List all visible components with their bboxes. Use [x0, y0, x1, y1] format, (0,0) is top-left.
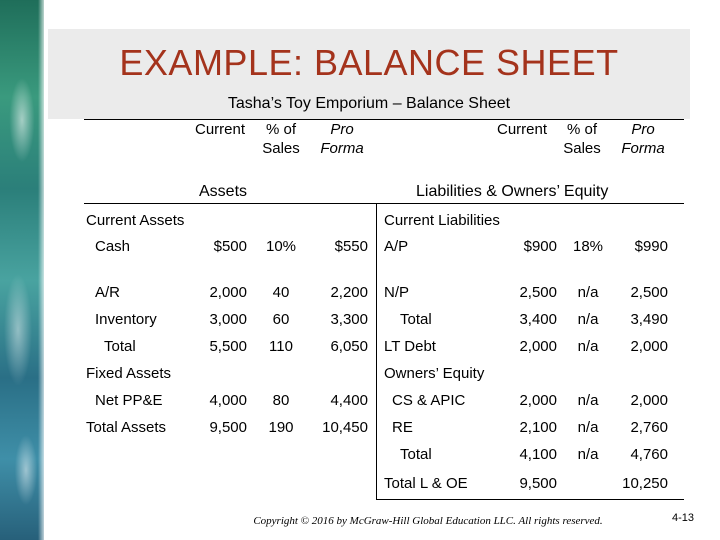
liability-pct: n/a — [577, 338, 599, 355]
header-pct-right-2: Sales — [563, 140, 601, 157]
liability-current: 9,500 — [519, 475, 557, 492]
asset-current: $500 — [213, 238, 247, 255]
top-rule — [84, 119, 684, 120]
asset-pro-forma: 2,200 — [330, 284, 368, 301]
asset-pro-forma: 4,400 — [330, 392, 368, 409]
asset-current: 2,000 — [209, 284, 247, 301]
liability-pro-forma: 2,000 — [630, 392, 668, 409]
assets-heading: Assets — [199, 183, 248, 200]
asset-pro-forma: 3,300 — [330, 311, 368, 328]
center-divider — [376, 203, 377, 499]
header-current-left: Current — [195, 121, 246, 138]
header-pct-left-1: % of — [265, 121, 296, 138]
current-assets-label: Current Assets — [86, 212, 185, 229]
asset-pro-forma: 10,450 — [322, 419, 368, 436]
liability-label: N/P — [384, 284, 410, 301]
liability-label: Total — [400, 446, 432, 463]
liability-label: Total — [400, 311, 432, 328]
liability-pro-forma: 2,760 — [630, 419, 668, 436]
copyright-notice: Copyright © 2016 by McGraw-Hill Global Education LLC. All rights reserved. — [253, 515, 603, 527]
asset-pct: 40 — [272, 284, 290, 301]
liability-pro-forma: 4,760 — [630, 446, 668, 463]
header-pro-right-1: Pro — [631, 121, 655, 138]
asset-pct: 80 — [272, 392, 290, 409]
liability-current: 3,400 — [519, 311, 557, 328]
liability-pct: n/a — [577, 311, 599, 328]
asset-current: 4,000 — [209, 392, 247, 409]
table-title: Tasha’s Toy Emporium – Balance Sheet — [227, 95, 511, 112]
liability-pro-forma: 2,500 — [630, 284, 668, 301]
fixed-assets-label: Fixed Assets — [86, 365, 172, 382]
asset-pct: 10% — [265, 238, 297, 255]
bottom-rule — [376, 499, 684, 500]
liability-label: CS & APIC — [392, 392, 466, 409]
header-pct-left-2: Sales — [262, 140, 300, 157]
liability-pro-forma: 2,000 — [630, 338, 668, 355]
liabilities-rule — [376, 203, 684, 204]
asset-label: Cash — [95, 238, 131, 255]
liability-pct: n/a — [577, 446, 599, 463]
slide-title: EXAMPLE: BALANCE SHEET — [119, 42, 619, 83]
liability-label: LT Debt — [384, 338, 436, 355]
page-number: 4-13 — [672, 512, 695, 524]
liabilities-heading: Liabilities & Owners’ Equity — [416, 183, 609, 200]
liability-label: Total L & OE — [384, 475, 468, 492]
asset-pct: 190 — [268, 419, 294, 436]
current-liabilities-label: Current Liabilities — [384, 212, 500, 229]
liability-pro-forma: 3,490 — [630, 311, 668, 328]
liability-current: 2,500 — [519, 284, 557, 301]
header-pro-left-2: Forma — [320, 140, 364, 157]
asset-label: Inventory — [95, 311, 157, 328]
asset-pro-forma: $550 — [334, 238, 368, 255]
asset-label: Net PP&E — [95, 392, 163, 409]
asset-current: 5,500 — [209, 338, 247, 355]
assets-rule — [84, 203, 376, 204]
asset-pct: 110 — [269, 338, 293, 355]
asset-current: 3,000 — [209, 311, 247, 328]
liability-current: 2,000 — [519, 392, 557, 409]
asset-current: 9,500 — [209, 419, 247, 436]
liability-pro-forma: 10,250 — [622, 475, 668, 492]
liability-current: 2,000 — [519, 338, 557, 355]
liability-label: A/P — [384, 238, 409, 255]
liability-current: 2,100 — [519, 419, 557, 436]
liability-pct: n/a — [577, 419, 599, 436]
liability-pct: 18% — [572, 238, 604, 255]
liability-pct: n/a — [577, 284, 599, 301]
liability-pro-forma: $990 — [634, 238, 668, 255]
header-pro-left-1: Pro — [330, 121, 354, 138]
asset-pct: 60 — [272, 311, 290, 328]
liability-label: RE — [392, 419, 413, 436]
header-current-right: Current — [497, 121, 548, 138]
header-pct-right-1: % of — [566, 121, 597, 138]
liability-current: $900 — [523, 238, 557, 255]
asset-label: Total Assets — [86, 419, 167, 436]
decorative-sidebar — [0, 0, 44, 540]
header-pro-right-2: Forma — [621, 140, 665, 157]
asset-label: Total — [104, 338, 136, 355]
liability-pct: n/a — [577, 392, 599, 409]
asset-label: A/R — [95, 284, 121, 301]
owners-equity-label: Owners’ Equity — [384, 365, 485, 382]
liability-current: 4,100 — [519, 446, 557, 463]
asset-pro-forma: 6,050 — [330, 338, 368, 355]
